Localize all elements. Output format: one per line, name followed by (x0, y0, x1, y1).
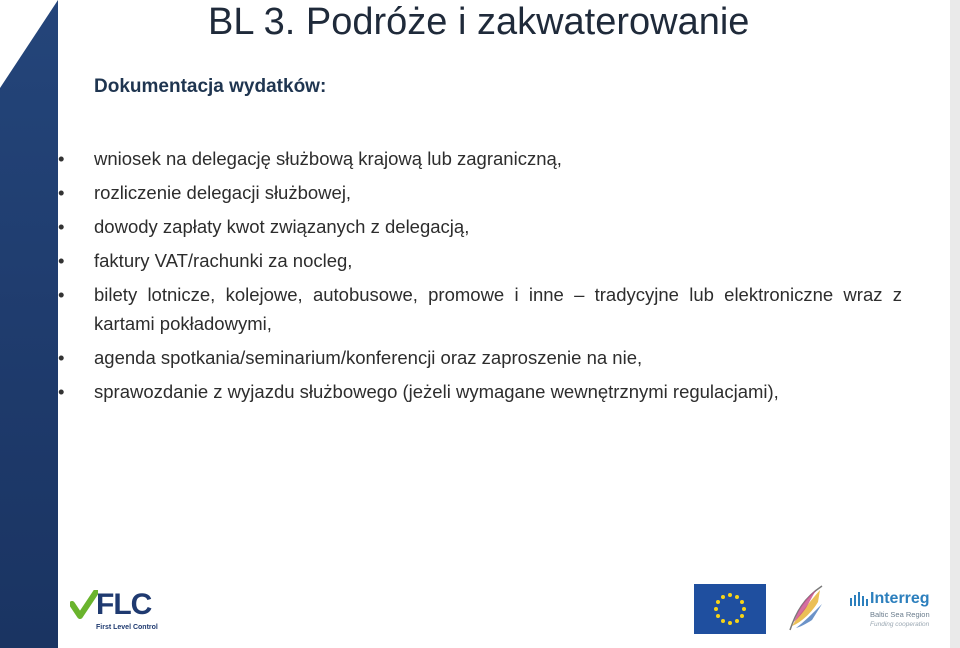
flc-logo-subtitle: First Level Control (96, 624, 158, 631)
list-item: • sprawozdanie z wyjazdu służbowego (jeżeli wymagane wewnętrznymi regulacjami), (94, 377, 902, 406)
eu-stars-icon (694, 584, 766, 634)
list-item: • rozliczenie delegacji służbowej, (94, 178, 902, 207)
flc-logo (70, 584, 164, 636)
page-title: BL 3. Podróże i zakwaterowanie (208, 1, 750, 43)
left-sidebar-band (0, 0, 58, 648)
list-item: • faktury VAT/rachunki za nocleg, (94, 246, 902, 275)
feather-logo-icon (782, 582, 828, 634)
list-item: • bilety lotnicze, kolejowe, autobusowe, promowe i inne – tradycyjne lub elektroniczne wraz z kartami pokładowymi, (94, 280, 902, 338)
section-heading: Dokumentacja wydatków: (94, 76, 327, 97)
list-item: • dowody zapłaty kwot związanych z delegacją, (94, 212, 902, 241)
list-item: • agenda spotkania/seminarium/konferencji oraz zaproszenie na nie, (94, 343, 902, 372)
interreg-tagline: Funding cooperation (870, 621, 930, 628)
list-item: • wniosek na delegację służbową krajową lub zagraniczną, (94, 144, 902, 173)
sidebar-notch (0, 0, 58, 88)
eu-flag-logo (694, 584, 766, 634)
right-edge-strip (950, 0, 960, 648)
footer-logos (58, 578, 950, 648)
interreg-name: Interreg (870, 590, 930, 607)
flc-logo-name: FLC (96, 588, 152, 621)
expense-documents-list (94, 144, 902, 411)
checkmark-icon (70, 590, 98, 620)
interreg-region: Baltic Sea Region (870, 610, 930, 619)
interreg-logo (844, 584, 940, 636)
interreg-bars-icon (850, 592, 868, 606)
